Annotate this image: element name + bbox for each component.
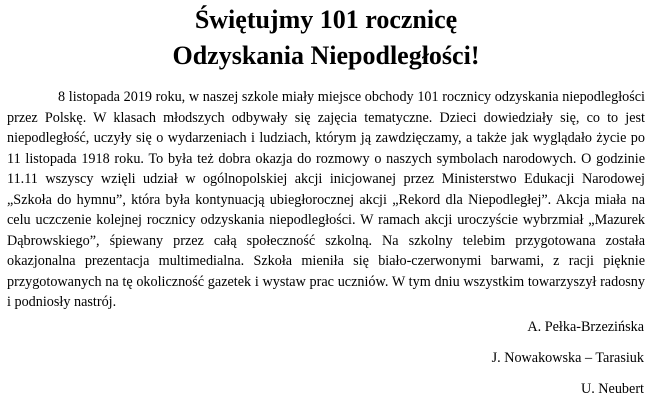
body-paragraph (7, 87, 645, 313)
title-line-2: Odzyskania Niepodległości! (172, 41, 480, 70)
title-line-1: Świętujmy 101 rocznicę (194, 5, 458, 34)
signature-2: J. Nowakowska – Tarasiuk (491, 350, 644, 366)
signature-1: A. Pełka-Brzezińska (527, 319, 644, 335)
signature-3: U. Neubert (580, 381, 644, 397)
body-paragraph-text: 8 listopada 2019 roku, w naszej szkole miały miejsce obchody 101 rocznicy odzyskania niepodległości przez Polskę. W klasach młodszych odbywały się zajęcia tematyczne. Dzieci dowiedziały się, co to jest niepodległość, uczyły się o wydarzeniach i ludziach, którym ją zawdzięczamy, a także jak wyglądało życie po 11 listopada 1918 roku. To była też dobra okazja do rozmowy o naszych symbolach narodowych. O godzinie 11.11 wszyscy wzięli udział w ogólnopolskiej akcji inicjowanej przez Ministerstwo Edukacji Narodowej „Szkoła do hymnu”, która była kontynuacją ubiegłorocznej akcji „Rekord dla Niepodległej”. Akcja miała na celu uczczenie kolejnej rocznicy odzyskania niepodległości. W ramach akcji uroczyście wybrzmiał „Mazurek Dąbrowskiego”, śpiewany przez całą społeczność szkolną. Na szkolny telebim przygotowana została okazjonalna prezentacja multimedialna. Szkoła mieniła się biało-czerwonymi barwami, z racji pięknie przygotowanych na tę okoliczność gazetek i wystaw prac uczniów. W tym dniu wszystkim towarzyszył radosny i podniosły nastrój. (7, 89, 645, 310)
